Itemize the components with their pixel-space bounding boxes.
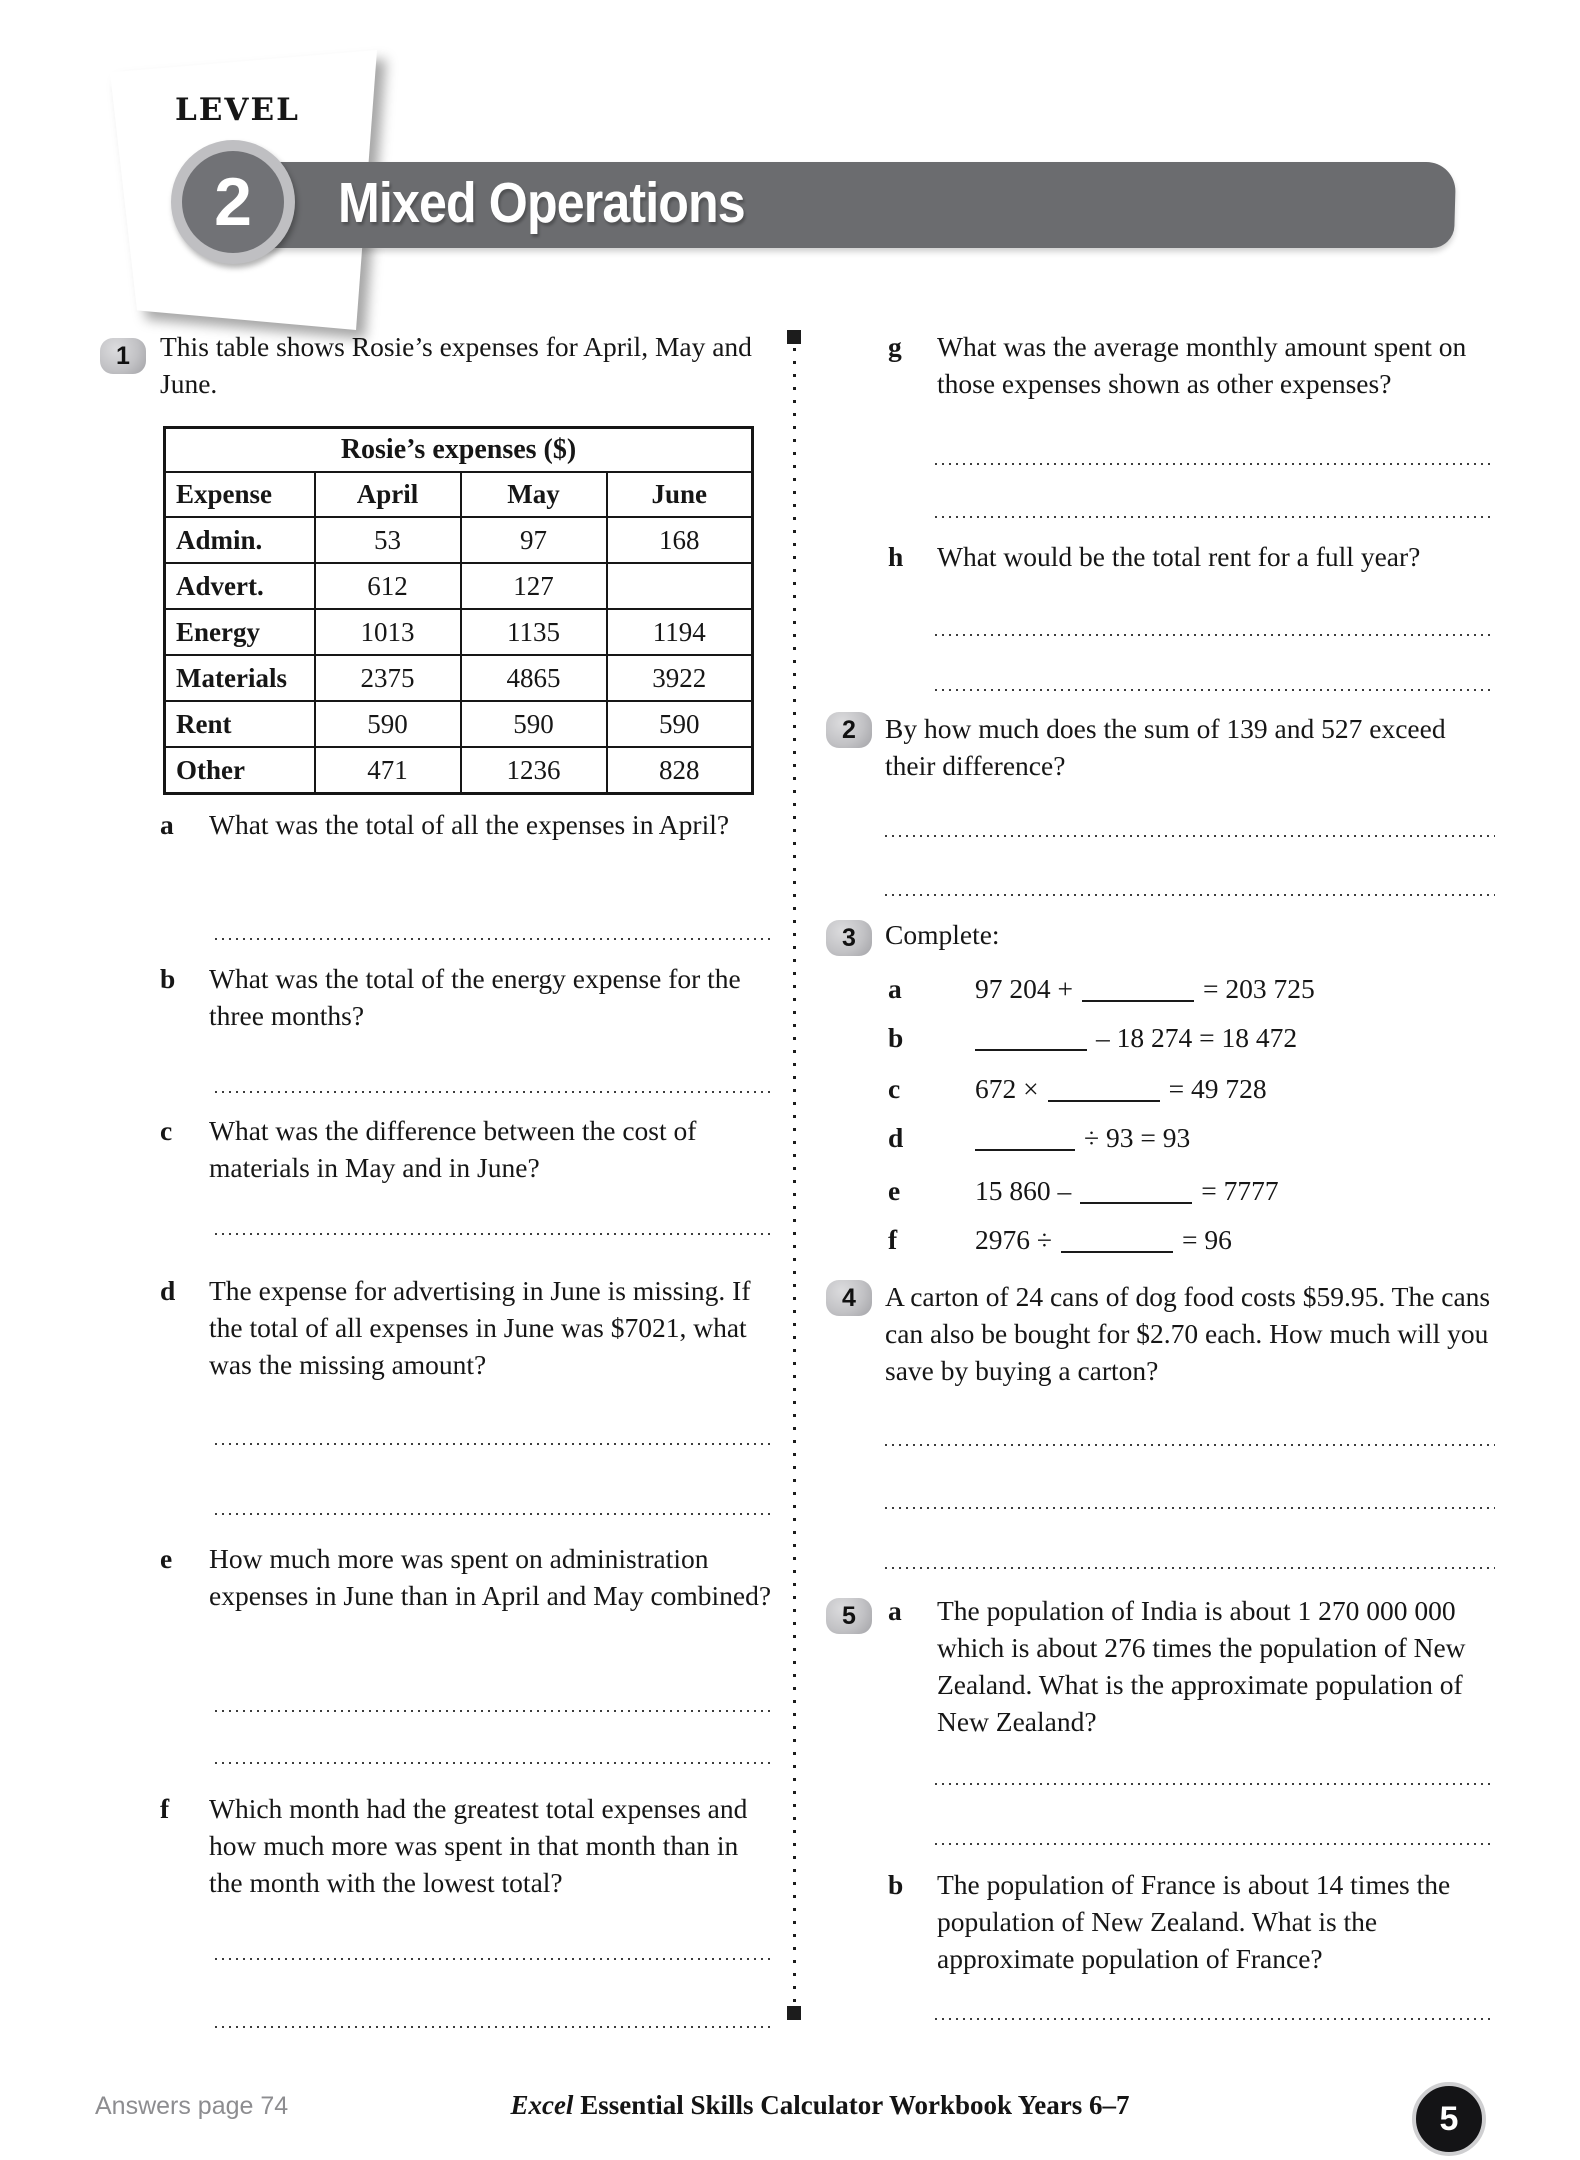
column-header-june: June	[607, 472, 753, 517]
answer-line	[215, 1513, 775, 1515]
equation-letter: f	[888, 1224, 898, 1255]
sub-question-text: How much more was spent on administration expenses in June than in April and May combined?	[209, 1543, 772, 1611]
answer-line	[935, 1783, 1495, 1785]
sub-question-letter: h	[888, 541, 904, 572]
equation-letter: e	[888, 1175, 901, 1206]
answer-line	[215, 1762, 775, 1764]
equation-row-f	[888, 1221, 1232, 1258]
sub-question-b	[160, 960, 772, 1034]
sub-question-f	[160, 1790, 772, 1901]
equation-letter: b	[888, 1022, 904, 1053]
page-number-circle	[1412, 2082, 1486, 2156]
equation-pre: 672 ×	[975, 1073, 1039, 1104]
question-1-badge: 1	[100, 338, 146, 374]
expenses-table	[163, 426, 754, 795]
column-header-expense: Expense	[165, 472, 315, 517]
column-divider	[793, 348, 796, 2004]
table-row-energy: Energy 1013 1135 1194	[165, 609, 753, 655]
column-header-may: May	[461, 472, 607, 517]
sub-question-c	[160, 1112, 772, 1186]
equation-row-e	[888, 1172, 1279, 1209]
question-5-badge: 5	[826, 1598, 872, 1634]
answer-line	[935, 516, 1495, 518]
sub-question-h	[888, 538, 1495, 575]
page-title: Mixed Operations	[338, 171, 745, 235]
question-1-text: This table shows Rosie’s expenses for April, May and June.	[160, 331, 752, 399]
sub-question-letter: g	[888, 331, 902, 362]
table-title: Rosie’s expenses ($)	[165, 428, 753, 473]
sub-question-letter: d	[160, 1275, 176, 1306]
equation-letter: d	[888, 1122, 904, 1153]
equation-pre: 15 860 –	[975, 1175, 1072, 1206]
sub-question-text: What would be the total rent for a full year?	[937, 541, 1421, 572]
divider-bottom-cap	[787, 2006, 801, 2020]
equation-row-a	[888, 970, 1315, 1007]
column-header-april: April	[315, 472, 461, 517]
answer-line	[215, 1233, 775, 1235]
level-number-circle-inner	[182, 151, 284, 253]
sub-question-text: What was the difference between the cost of materials in May and in June?	[209, 1115, 697, 1183]
question-4-text: A carton of 24 cans of dog food costs $59.95. The cans can also be bought for $2.70 each. How much will you save by buying a carton?	[885, 1281, 1491, 1386]
footer-answers-link: Answers page 74	[95, 2092, 289, 2120]
answer-line	[215, 1443, 775, 1445]
question-3-badge: 3	[826, 920, 872, 956]
sub-question-e	[160, 1540, 772, 1614]
answer-line	[935, 2018, 1495, 2020]
table-row-advert: Advert. 612 127	[165, 563, 753, 609]
sub-question-text: The population of France is about 14 times the population of New Zealand. What is the approximate population of France?	[937, 1869, 1451, 1974]
answer-line	[935, 1843, 1495, 1845]
equation-post: – 18 274 = 18 472	[1096, 1022, 1298, 1053]
sub-question-d	[160, 1272, 772, 1383]
level-label: LEVEL	[175, 92, 300, 128]
answer-line	[935, 634, 1495, 636]
equation-blank	[975, 1149, 1075, 1151]
equation-post: = 203 725	[1203, 973, 1315, 1004]
sub-question-letter: b	[160, 963, 176, 994]
footer-book-title-italic: Excel	[510, 2090, 574, 2120]
sub-question-letter: b	[888, 1869, 904, 1900]
equation-row-d	[888, 1119, 1190, 1156]
sub-question-text: Which month had the greatest total expenses and how much more was spent in that month than in the month with the lowest total?	[209, 1793, 748, 1898]
sub-question-letter: f	[160, 1793, 170, 1824]
table-row-admin: Admin. 53 97 168	[165, 517, 753, 563]
equation-letter: c	[888, 1073, 901, 1104]
table-row-rent: Rent 590 590 590	[165, 701, 753, 747]
answer-line	[885, 1567, 1495, 1569]
equation-pre: 2976 ÷	[975, 1224, 1052, 1255]
equation-letter: a	[888, 973, 902, 1004]
question-2-badge: 2	[826, 712, 872, 748]
sub-question-letter: c	[160, 1115, 173, 1146]
equation-row-b	[888, 1019, 1297, 1056]
equation-blank	[1080, 1202, 1192, 1204]
sub-question-5b	[888, 1866, 1495, 1977]
footer-book-title-rest: Essential Skills Calculator Workbook Years 6–7	[573, 2090, 1130, 2120]
sub-question-text: What was the total of all the expenses in April?	[209, 809, 730, 840]
sub-question-text: The expense for advertising in June is missing. If the total of all expenses in June was $7021, what was the missing amount?	[209, 1275, 751, 1380]
answer-line	[935, 689, 1495, 691]
sub-question-text: What was the average monthly amount spent on those expenses shown as other expenses?	[937, 331, 1467, 399]
equation-blank	[1048, 1100, 1160, 1102]
sub-question-g	[888, 328, 1495, 402]
equation-post: = 7777	[1201, 1175, 1279, 1206]
question-4-badge: 4	[826, 1280, 872, 1316]
level-number-circle	[171, 140, 295, 264]
sub-question-letter: a	[160, 809, 174, 840]
sub-question-letter: a	[888, 1595, 902, 1626]
equation-post: = 49 728	[1168, 1073, 1267, 1104]
footer-book-title	[390, 2090, 1250, 2121]
question-2-text: By how much does the sum of 139 and 527 exceed their difference?	[885, 713, 1446, 781]
equation-post: ÷ 93 = 93	[1084, 1122, 1191, 1153]
sub-question-5a	[888, 1592, 1495, 1740]
equation-blank	[1061, 1251, 1173, 1253]
equation-blank	[975, 1049, 1087, 1051]
divider-top-cap	[787, 330, 801, 344]
question-3-label: Complete:	[885, 919, 1000, 950]
sub-question-a	[160, 806, 772, 843]
answer-line	[215, 1091, 775, 1093]
sub-question-text: The population of India is about 1 270 000 000 which is about 276 times the population of New Zealand. What is the approximate population of New Zealand?	[937, 1595, 1466, 1737]
sub-question-letter: e	[160, 1543, 173, 1574]
equation-post: = 96	[1181, 1224, 1232, 1255]
answer-line	[885, 894, 1495, 896]
sub-question-text: What was the total of the energy expense for the three months?	[209, 963, 741, 1031]
answer-line	[935, 463, 1495, 465]
answer-line	[215, 1710, 775, 1712]
level-number: 2	[214, 164, 252, 240]
answer-line	[885, 1507, 1495, 1509]
page-number: 5	[1439, 2099, 1459, 2138]
table-row-other: Other 471 1236 828	[165, 747, 753, 794]
answer-line	[215, 1958, 775, 1960]
answer-line	[215, 2026, 775, 2028]
answer-line	[885, 1444, 1495, 1446]
answer-line	[885, 835, 1495, 837]
equation-pre: 97 204 +	[975, 973, 1074, 1004]
table-row-materials: Materials 2375 4865 3922	[165, 655, 753, 701]
equation-row-c	[888, 1070, 1267, 1107]
answer-line	[215, 938, 775, 940]
equation-blank	[1082, 1000, 1194, 1002]
